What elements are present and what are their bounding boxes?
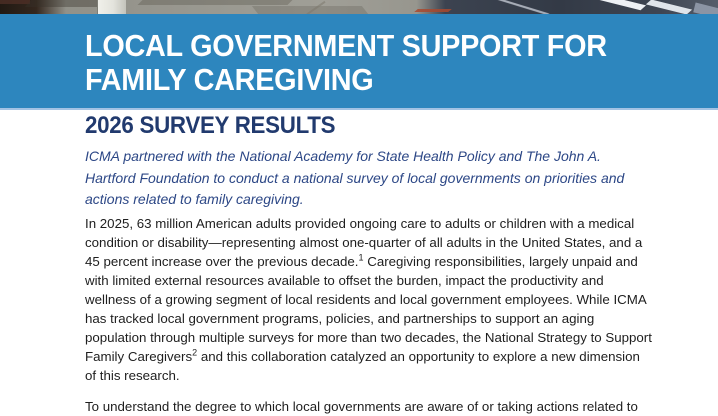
photo-pillar bbox=[97, 0, 126, 14]
report-title-line2: FAMILY CAREGIVING bbox=[85, 62, 374, 97]
title-banner bbox=[0, 14, 718, 110]
report-title-line1: LOCAL GOVERNMENT SUPPORT FOR bbox=[85, 28, 607, 63]
photo-lane-marking bbox=[493, 0, 561, 14]
photo-red-curb bbox=[414, 9, 452, 12]
body-paragraph-1 bbox=[85, 214, 653, 385]
photo-road-highlight bbox=[693, 3, 718, 14]
photo-crosswalk-stripe bbox=[594, 0, 646, 10]
section-heading: 2026 SURVEY RESULTS bbox=[85, 112, 336, 139]
report-title bbox=[85, 29, 607, 97]
body-paragraph-2: To understand the degree to which local governments are aware of or taking actions related to bbox=[85, 399, 638, 414]
body-p1-text: In 2025, 63 million American adults provided ongoing care to adults or children with a medical condition or disability—representing almost one-quarter of all adults in the United States, and a 45 percent increase over the previous decade. bbox=[85, 216, 643, 269]
photo-shadow bbox=[138, 0, 293, 5]
body-p1-text: and this collaboration catalyzed an opportunity to explore a new dimension of this research. bbox=[85, 349, 640, 383]
intro-paragraph: ICMA partnered with the National Academy for State Health Policy and The John A. Hartford Foundation to conduct a national survey of local governments on priorities and actions related to family caregiving. bbox=[85, 148, 625, 207]
body-text bbox=[85, 214, 653, 416]
photo-awning bbox=[0, 0, 30, 4]
street-photo-strip bbox=[0, 0, 718, 14]
footnote-ref-1: 1 bbox=[358, 252, 364, 263]
photo-crosswalk-stripe bbox=[646, 0, 692, 14]
footnote-ref-2: 2 bbox=[192, 347, 198, 358]
body-p1-text: Caregiving responsibilities, largely unpaid and with limited external resources available to offset the burden, impact the productivity and wellness of a growing segment of local residents and local government employees. While ICMA has tracked local government programs, policies, and partnerships to support an aging population through multiple surveys for more than two decades, the National Strategy to Support Family Caregivers bbox=[85, 254, 652, 364]
